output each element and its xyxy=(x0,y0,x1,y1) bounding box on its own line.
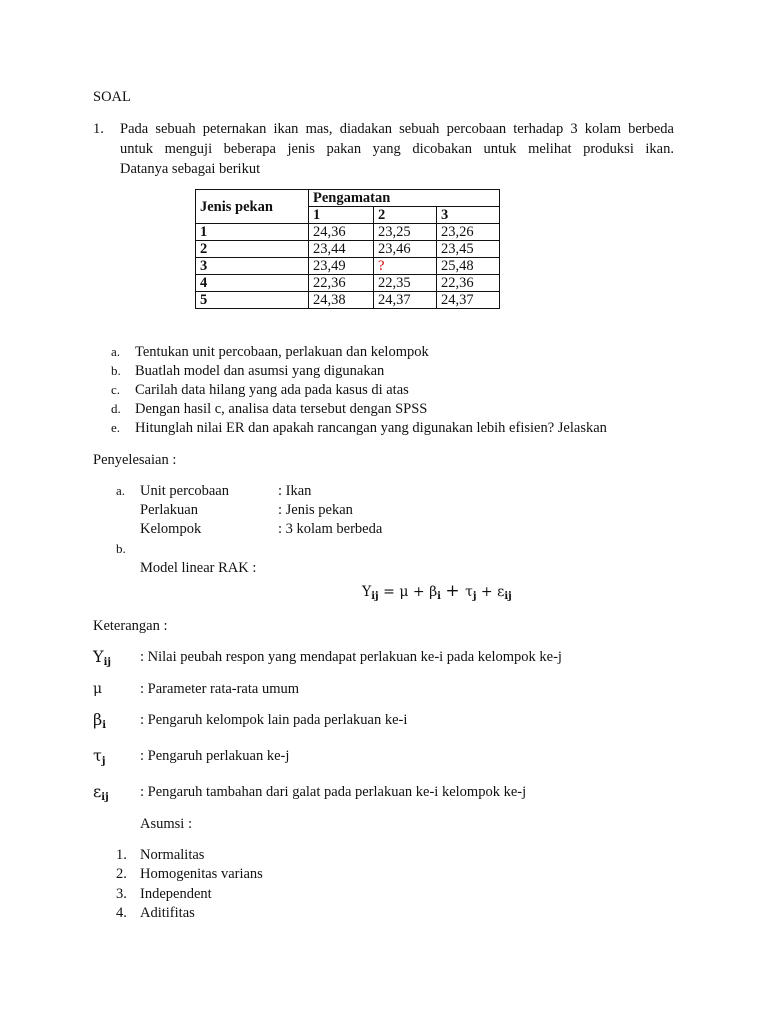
table-cell: 23,25 xyxy=(374,224,437,241)
asumsi-marker: 2. xyxy=(116,866,127,882)
asumsi-marker: 1. xyxy=(116,847,127,863)
answer-b-marker: b. xyxy=(116,541,126,556)
task-text: Dengan hasil c, analisa data tersebut dengan SPSS xyxy=(135,401,428,417)
table-row xyxy=(196,275,500,292)
missing-value-cell: ? xyxy=(374,258,437,275)
asumsi-item: Homogenitas varians xyxy=(140,866,263,882)
question-line: Datanya sebagai berikut xyxy=(120,161,261,177)
model-title: Model linear RAK : xyxy=(140,560,257,576)
formula-tau-sub: j xyxy=(472,591,477,602)
keterangan-desc: : Pengaruh perlakuan ke-j xyxy=(140,748,290,764)
answer-value: : Ikan xyxy=(278,483,312,499)
table-cell: 23,46 xyxy=(374,241,437,258)
table-header-row xyxy=(196,190,500,207)
table-row xyxy=(196,224,500,241)
model-formula xyxy=(362,582,512,606)
symbol-beta xyxy=(93,711,106,735)
keterangan-desc: : Pengaruh kelompok lain pada perlakuan ke-i xyxy=(140,712,408,728)
symbol-sub: i xyxy=(102,720,107,731)
task-marker: d. xyxy=(111,401,121,416)
keterangan-desc: : Parameter rata-rata umum xyxy=(140,681,300,697)
answer-value: : 3 kolam berbeda xyxy=(278,521,383,537)
asumsi-item: Aditifitas xyxy=(140,905,195,921)
answer-term: Perlakuan xyxy=(140,502,198,518)
asumsi-marker: 3. xyxy=(116,886,127,902)
symbol-sub: ij xyxy=(103,657,111,668)
formula-eps: ε xyxy=(497,584,505,600)
formula-eps-sub: ij xyxy=(504,591,512,602)
column-header: 1 xyxy=(309,207,374,224)
solution-heading: Penyelesaian : xyxy=(93,452,177,468)
formula-mu: μ xyxy=(399,584,409,600)
table-cell: 23,49 xyxy=(309,258,374,275)
task-marker: e. xyxy=(111,420,121,435)
table-cell: 23,26 xyxy=(437,224,500,241)
row-label: 4 xyxy=(196,275,309,292)
task-marker: b. xyxy=(111,363,121,378)
task-text: Tentukan unit percobaan, perlakuan dan kelompok xyxy=(135,344,429,360)
formula-beta-sub: i xyxy=(437,591,441,602)
task-marker: c. xyxy=(111,382,121,397)
answer-term: Unit percobaan xyxy=(140,483,229,499)
row-label: 2 xyxy=(196,241,309,258)
table-cell: 25,48 xyxy=(437,258,500,275)
formula-eq: = xyxy=(383,584,400,600)
formula-plus: + xyxy=(476,584,498,600)
table-row xyxy=(196,241,500,258)
table-cell: 22,36 xyxy=(309,275,374,292)
symbol-text: ε xyxy=(93,782,102,801)
question-line: untuk menguji beberapa jenis pakan yang dicobakan untuk melihat produksi ikan. xyxy=(120,141,674,157)
data-table xyxy=(195,189,500,309)
table-cell: 22,35 xyxy=(374,275,437,292)
column-header: 3 xyxy=(437,207,500,224)
task-text: Carilah data hilang yang ada pada kasus di atas xyxy=(135,382,409,398)
formula-y-sub: ij xyxy=(371,591,379,602)
row-label: 3 xyxy=(196,258,309,275)
question-line: Pada sebuah peternakan ikan mas, diadakan sebuah percobaan terhadap 3 kolam berbeda xyxy=(120,121,674,137)
header-jenis-pekan: Jenis pekan xyxy=(196,190,309,224)
asumsi-heading: Asumsi : xyxy=(140,816,192,832)
keterangan-heading: Keterangan : xyxy=(93,618,168,634)
formula-plus: + xyxy=(445,581,466,601)
table-cell: 24,37 xyxy=(437,292,500,309)
task-text: Hitunglah nilai ER dan apakah rancangan yang digunakan lebih efisien? Jelaskan xyxy=(135,420,607,436)
asumsi-item: Independent xyxy=(140,886,212,902)
table-cell: 22,36 xyxy=(437,275,500,292)
symbol-y xyxy=(93,648,111,672)
symbol-sub: ij xyxy=(101,792,109,803)
question-number: 1. xyxy=(93,121,104,137)
table-cell: 23,45 xyxy=(437,241,500,258)
table-cell: 24,38 xyxy=(309,292,374,309)
keterangan-desc: : Nilai peubah respon yang mendapat perlakuan ke-i pada kelompok ke-j xyxy=(140,649,562,665)
row-label: 1 xyxy=(196,224,309,241)
asumsi-marker: 4. xyxy=(116,905,127,921)
symbol-tau xyxy=(93,747,105,771)
symbol-text: τ xyxy=(93,746,102,765)
asumsi-item: Normalitas xyxy=(140,847,205,863)
table-row xyxy=(196,258,500,275)
answer-value: : Jenis pekan xyxy=(278,502,353,518)
page-heading: SOAL xyxy=(93,89,131,105)
formula-plus: + xyxy=(408,584,430,600)
symbol-sub: j xyxy=(101,756,106,767)
question-text xyxy=(120,119,674,179)
table-cell: 24,37 xyxy=(374,292,437,309)
symbol-text: Y xyxy=(93,647,104,666)
table-cell: 24,36 xyxy=(309,224,374,241)
header-pengamatan: Pengamatan xyxy=(309,190,500,207)
row-label: 5 xyxy=(196,292,309,309)
symbol-text: β xyxy=(93,710,103,729)
formula-beta: β xyxy=(429,584,438,600)
formula-tau: τ xyxy=(465,584,473,600)
task-marker: a. xyxy=(111,344,121,359)
symbol-text: μ xyxy=(93,681,103,697)
table-cell: 23,44 xyxy=(309,241,374,258)
symbol-mu xyxy=(93,680,102,698)
table-row xyxy=(196,292,500,309)
answer-a-marker: a. xyxy=(116,483,126,498)
keterangan-desc: : Pengaruh tambahan dari galat pada perlakuan ke-i kelompok ke-j xyxy=(140,784,527,800)
answer-term: Kelompok xyxy=(140,521,202,537)
formula-y: Y xyxy=(362,584,372,600)
task-text: Buatlah model dan asumsi yang digunakan xyxy=(135,363,385,379)
symbol-eps xyxy=(93,783,109,807)
column-header: 2 xyxy=(374,207,437,224)
